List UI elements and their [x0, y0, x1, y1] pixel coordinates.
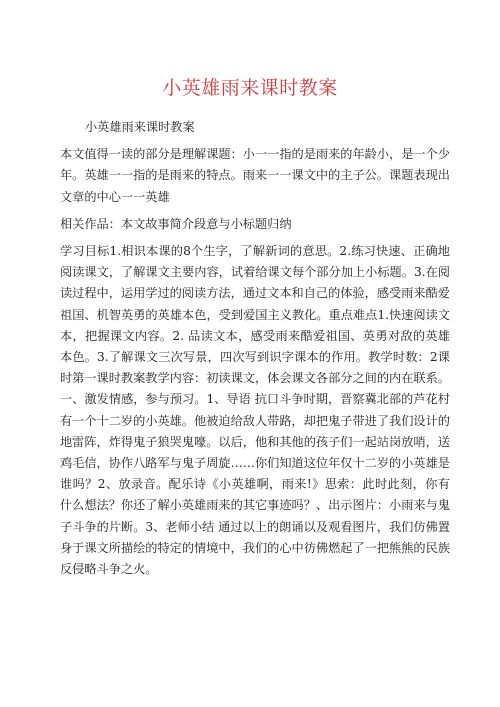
- paragraph-intro: 本文值得一读的部分是理解课题：小一一指的是雨来的年龄小，是一个少年。英雄一一指的是雨来的特点。雨来一一课文中的主子公。课题表现出文章的中心一一英雄: [60, 147, 450, 204]
- document-subtitle: 小英雄雨来课时教案: [85, 120, 195, 134]
- document-body: [60, 117, 450, 580]
- paragraph-related: 相关作品：本文故事简介段意与小标题归纳: [60, 216, 292, 231]
- paragraph-objectives: 学习目标1.相识本课的8个生字，了解新词的意思。2.练习快速、正确地阅读课文，了解课文主要内容，试着给课文每个部分加上小标题。3.在阅读过程中，运用学过的阅读方法，通过文本和自己的体验，感受雨来酷爱祖国、机智英勇的英雄本色，受到爱国主义教化。重点难点1.快速阅读文本，把握课文内容。2. 品读文本，感受雨来酷爱祖国、英勇对敌的英雄本色。3.了解课文三次写景，四次写到识字课本的作用。教学时数：2课时第一课时教案教学内容：初读课文，体会课文各部分之间的内在联系。一、激发情感，参与预习。1、导语 抗口斗争时期，晋察冀北部的芦花村有一个十二岁的小英雄。他被迫给敌人带路，却把鬼子带进了我们设计的地雷阵，炸得鬼子狼哭鬼嚎。以后，他和其他的孩子们一起站岗放哨，送鸡毛信，协作八路军与鬼子周旋……你们知道这位年仅十二岁的小英雄是谁吗？2、放录音。配乐诗《小英雄啊，雨来!》思索：此时此刻，你有什么想法？你还了解小英雄雨来的其它事迹吗？、出示图片：小雨来与鬼子斗争的片断。3、老师小结 通过以上的朗诵以及观看图片，我们仿佛置身于课文所描绘的特定的情境中，我们的心中彷佛燃起了一把熊熊的民族反侵略斗争之火。: [60, 244, 450, 577]
- document-title: 小英雄雨来课时教案: [162, 77, 338, 99]
